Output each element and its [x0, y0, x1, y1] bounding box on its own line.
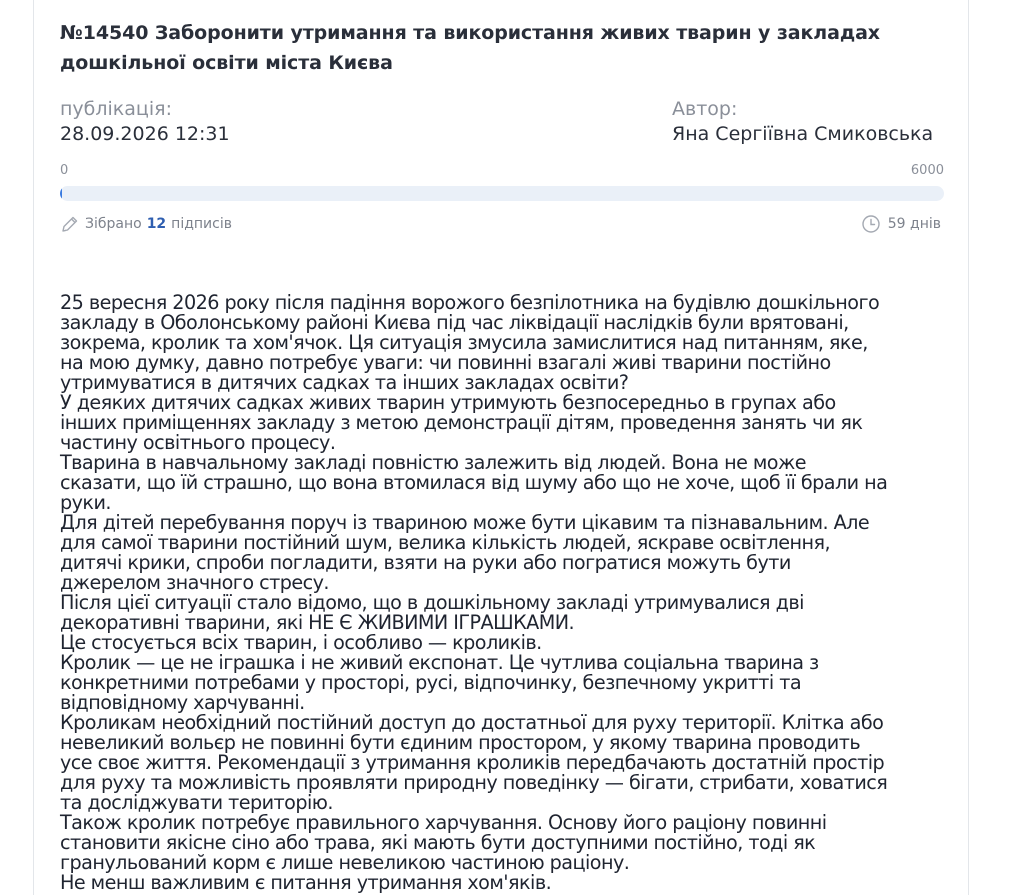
- petition-title: №14540 Заборонити утримання та використання живих тварин у закладах дошкільної освіти міста Києва: [60, 22, 880, 74]
- body-paragraph: Для дітей перебування поруч із твариною може бути цікавим та пізнавальним. Але для самої тварини постійний шум, велика кількість людей, яскраве освітлення, дитячі крики, спроби погладити, взяти на руки або погратися можуть бути джерелом значного стресу.: [60, 511, 870, 594]
- body-paragraph: Кролик — це не іграшка і не живий експонат. Це чутлива соціальна тварина з конкретними потребами у просторі, русі, відпочинку, безпечному укритті та відповідному харчуванні.: [60, 651, 819, 714]
- body-paragraph: Також кролик потребує правильного харчування. Основу його раціону повинні становити якісне сіно або трава, які мають бути доступними постійно, тоді як гранульований корм є лише невеликою частиною раціону.: [60, 811, 827, 874]
- body-paragraph: Не менш важливим є питання утримання хом'яків.: [60, 871, 552, 894]
- clock-icon: [861, 214, 881, 234]
- progress-scale-max: 6000: [910, 163, 944, 178]
- published-label: публікація:: [60, 98, 172, 120]
- body-paragraph: Це стосується всіх тварин, і особливо — кроликів.: [60, 631, 542, 654]
- signatures-count: 12: [146, 216, 167, 232]
- author-label: Автор:: [672, 98, 738, 120]
- body-paragraph: Тварина в навчальному закладі повністю залежить від людей. Вона не може сказати, що їй страшно, що вона втомилася від шуму або що не хоче, щоб її брали на руки.: [60, 451, 888, 514]
- days-remaining: [861, 213, 941, 235]
- author-name[interactable]: Яна Сергіївна Смиковська: [672, 123, 934, 145]
- signatures-suffix: підписів: [171, 216, 232, 232]
- body-paragraph: 25 вересня 2026 року після падіння ворожого безпілотника на будівлю дошкільного закладу в Оболонському районі Києва під час ліквідації наслідків були врятовані, зокрема, кролик та хом'ячок. Ця ситуація змусила замислитися над питанням, яке, на мою думку, давно потребує уваги: чи повинні взагалі живі тварини постійно утримуватися в дитячих садках та інших закладах освіти?: [60, 291, 880, 394]
- petition-body: [60, 293, 955, 893]
- body-paragraph: У деяких дитячих садках живих тварин утримують безпосередньо в групах або інших приміщеннях закладу з метою демонстрації дітям, проведення занять чи як частину освітнього процесу.: [60, 391, 863, 454]
- published-date: 28.09.2026 12:31: [60, 123, 230, 145]
- progress-scale-min: 0: [60, 163, 69, 178]
- days-remaining-text: 59 днів: [887, 216, 941, 232]
- signatures-collected: [60, 213, 232, 235]
- body-paragraph: Після цієї ситуації стало відомо, що в дошкільному закладі утримувалися дві декоративні тварини, які НЕ Є ЖИВИМИ ІГРАШКАМИ.: [60, 591, 804, 634]
- body-paragraph: Кроликам необхідний постійний доступ до достатньої для руху території. Клітка або невеликий вольєр не повинні бути єдиним простором, у якому тварина проводить усе своє життя. Рекомендації з утримання кроликів передбачають достатній простір для руху та можливість проявляти природну поведінку — бігати, стрибати, ховатися та досліджувати територію.: [60, 711, 888, 814]
- pen-icon: [60, 214, 80, 234]
- signature-progress-bar: [60, 186, 944, 201]
- signatures-prefix: Зібрано: [85, 216, 142, 232]
